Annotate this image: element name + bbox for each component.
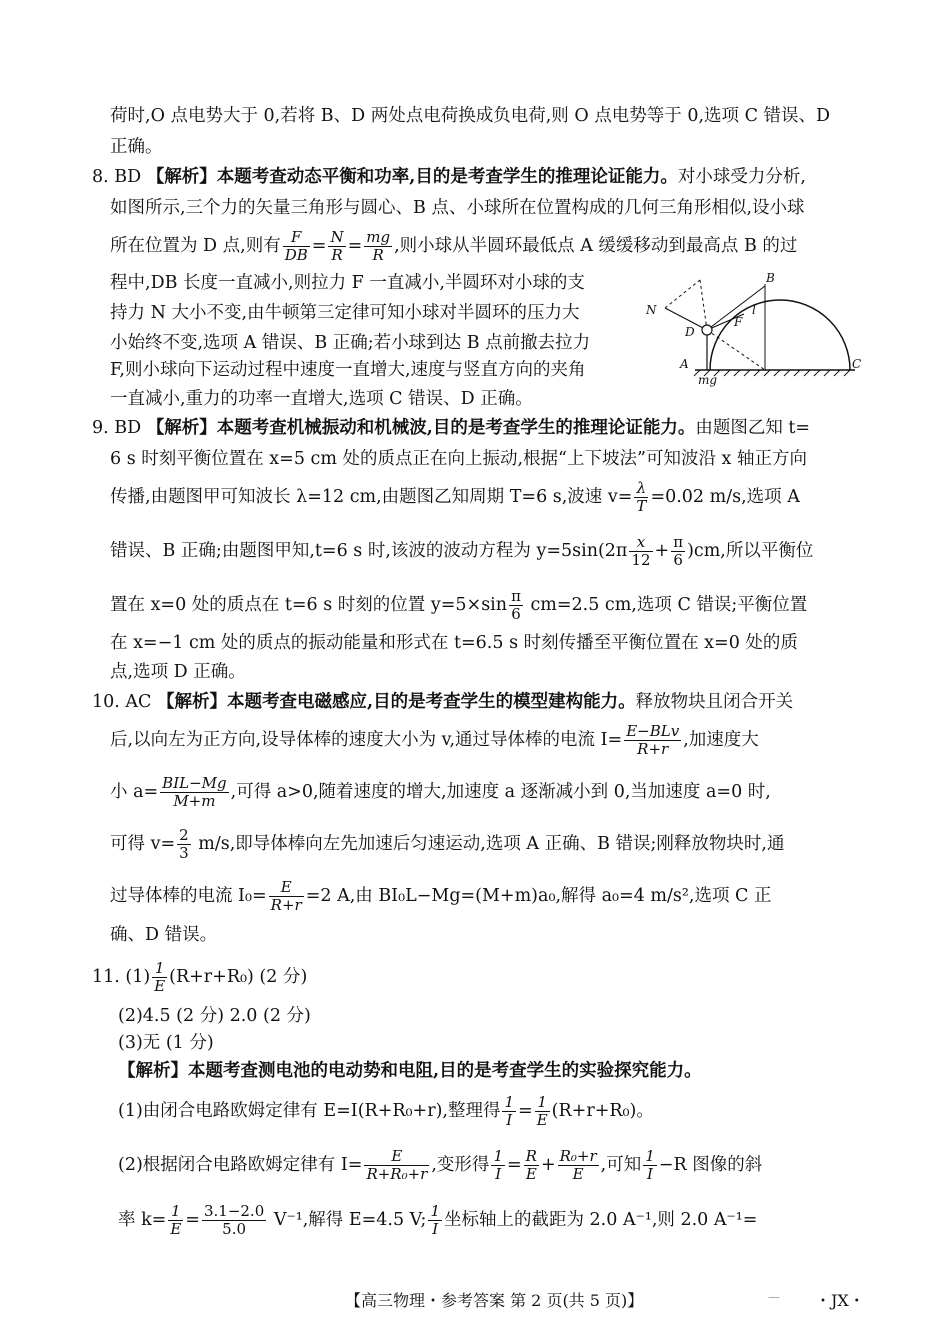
label-n: N <box>646 303 657 317</box>
label-a: A <box>680 357 689 371</box>
frac-i0: $\frac{E}{R+r}$ <box>270 878 302 914</box>
frac-1-e: $\frac{1}{E}$ <box>154 959 166 995</box>
label-d: D <box>685 325 695 339</box>
text-line: (3)无 (1 分) <box>118 1033 214 1053</box>
frac-current-2: $\frac{E}{\text{R+R₀+r}}$ <box>366 1147 428 1183</box>
text-line: 在 x=−1 cm 处的质点的振动能量和形式在 t=6.5 s 时刻传播至平衡位置在 x=0 处的质 <box>110 633 798 653</box>
q10-formula-line <box>110 718 862 762</box>
frac-accel: $\frac{\text{BIL−Mg}}{M+m}$ <box>162 774 227 810</box>
label-b: B <box>766 271 775 285</box>
q9-formula-line: 错误、B 正确;由题图甲知,t=6 s 时,该波的波动方程为 y=5sin(2π $\frac{x}{12}$ + $\frac{\pi}{6}$ )cm,所以平衡位 <box>110 533 814 569</box>
q8-formula-line: 所在位置为 D 点,则有 $\frac{F}{DB}$ = $\frac{N}{R}$ = $\frac{mg}{R}$ ,则小球从半圆环最低点 A 缓缓移动到最高点 B 的过 <box>110 228 798 264</box>
text-seg: 坐标轴上的截距为 2.0 A⁻¹,则 2.0 A⁻¹= <box>443 1210 758 1230</box>
text-line: 小始终不变,选项 A 错误、B 正确;若小球到达 B 点前撤去拉力 <box>110 333 591 353</box>
q10-analysis-head: 【解析】本题考查电磁感应,目的是考查学生的模型建构能力。 <box>157 692 636 712</box>
text-seg: =2 A,由 BI₀L−Mg=(M+m)a₀,解得 a₀=4 m/s²,选项 C 正 <box>305 886 772 906</box>
frac-1-e: $\frac{1}{E}$ <box>536 1093 548 1129</box>
text-line: F,则小球向下运动过程中速度一直增大,速度与竖直方向的夹角 <box>110 360 586 380</box>
text-seg: (1)由闭合电路欧姆定律有 E=I(R+R₀+r),整理得 <box>118 1101 501 1121</box>
text-seg: ,变形得 <box>431 1155 490 1175</box>
text-seg: 传播,由题图甲可知波长 λ=12 cm,由题图乙知周期 T=6 s,波速 v= <box>110 487 633 507</box>
q8-number: 8. BD <box>92 167 142 187</box>
q10-formula-line <box>110 874 862 918</box>
frac-x-12: $\frac{x}{12}$ <box>631 533 651 569</box>
frac-f-db: $\frac{F}{DB}$ <box>284 228 308 264</box>
text-line: 持力 N 大小不变,由牛顿第三定律可知小球对半圆环的压力大 <box>110 303 580 323</box>
q9-analysis-head: 【解析】本题考查机械振动和机械波,目的是考查学生的推理论证能力。 <box>146 418 696 438</box>
text-seg: m/s,即导体棒向左先加速后匀速运动,选项 A 正确、B 错误;刚释放物块时,通 <box>192 834 785 854</box>
text-seg: 后,以向左为正方向,设导体棒的速度大小为 v,通过导体棒的电流 I= <box>110 730 623 750</box>
q9-formula-line <box>110 584 862 626</box>
text-line: 6 s 时刻平衡位置在 x=5 cm 处的质点正在向上振动,根据“上下坡法”可知波沿 x 轴正方向 <box>110 449 807 469</box>
q11-answer-1 <box>92 956 862 998</box>
frac-r0r-e: $\frac{\text{R₀+r}}{E}$ <box>559 1147 597 1183</box>
text-seg: 过导体棒的电流 I₀= <box>110 886 267 906</box>
q10-number: 10. AC <box>92 692 152 712</box>
frac-1-i: $\frac{1}{I}$ <box>504 1093 515 1129</box>
footer-mark: — <box>768 1290 780 1304</box>
frac-r-e: $\frac{R}{E}$ <box>525 1147 537 1183</box>
text-line: 荷时,O 点电势大于 0,若将 B、D 两处点电荷换成负电荷,则 O 点电势等于 0,选项 C 错误、D <box>110 106 831 126</box>
text-seg: 所在位置为 D 点,则有 <box>110 236 281 256</box>
frac-1-i: $\frac{1}{I}$ <box>645 1147 655 1183</box>
text-seg: ,则小球从半圆环最低点 A 缓缓移动到最高点 B 的过 <box>394 236 798 256</box>
text-line: 程中,DB 长度一直减小,则拉力 F 一直减小,半圆环对小球的支 <box>110 273 585 293</box>
q11-formula-line: 率 k= $\frac{1}{E}$ = $\frac{3.1-2.0}{5.0}$ V⁻¹,解得 E=4.5 V; $\frac{1}{I}$ 坐标轴上的截距为 2.0 A⁻¹,则 2.0 A⁻¹= <box>118 1202 758 1238</box>
text-line: 一直减小,重力的功率一直增大,选项 C 错误、D 正确。 <box>110 389 533 409</box>
label-mg: mg <box>698 373 718 387</box>
text-line: 确、D 错误。 <box>110 925 218 945</box>
text-seg: (R+r+R₀) (2 分) <box>169 967 308 987</box>
q10-header <box>92 689 862 715</box>
text-seg: cm=2.5 cm,选项 C 错误;平衡位置 <box>524 595 808 615</box>
text-seg: ,可得 a>0,随着速度的增大,加速度 a 逐渐减小到 0,当加速度 a=0 时, <box>230 782 771 802</box>
frac-pi-6: $\frac{\pi}{6}$ <box>511 587 521 623</box>
text-seg: (R+r+R₀)。 <box>551 1101 654 1121</box>
label-c: C <box>852 357 862 371</box>
label-l: l <box>752 303 756 317</box>
q11-formula-line: (1)由闭合电路欧姆定律有 E=I(R+R₀+r),整理得 $\frac{1}{I}$ = $\frac{1}{E}$ (R+r+R₀)。 <box>118 1093 654 1129</box>
text-seg: (2)根据闭合电路欧姆定律有 I= <box>118 1155 363 1175</box>
text-seg: =0.02 m/s,选项 A <box>650 487 800 507</box>
frac-v: $\frac{2}{3}$ <box>179 826 189 862</box>
q8-analysis-tail: 对小球受力分析, <box>677 167 806 187</box>
frac-current: $\frac{\text{E−BLv}}{R+r}$ <box>626 722 680 758</box>
text-seg: ,可知 <box>600 1155 642 1175</box>
q8-analysis-head: 【解析】本题考查动态平衡和功率,目的是考查学生的推理论证能力。 <box>146 167 678 187</box>
q8-header <box>92 164 862 190</box>
q9-analysis-tail: 由题图乙知 t= <box>695 418 811 438</box>
q11-analysis-head: 【解析】本题考查测电池的电动势和电阻,目的是考查学生的实验探究能力。 <box>118 1061 702 1081</box>
frac-mg-r: $\frac{mg}{R}$ <box>366 228 391 264</box>
text-seg: 率 k= <box>118 1210 167 1230</box>
text-seg: V⁻¹,解得 E=4.5 V; <box>268 1210 427 1230</box>
text-seg: −R 图像的斜 <box>658 1155 763 1175</box>
semicircle-force-diagram <box>640 268 870 400</box>
text-seg: 置在 x=0 处的质点在 t=6 s 时刻的位置 y=5×sin <box>110 595 508 615</box>
label-f: F <box>734 315 743 329</box>
q9-header <box>92 415 862 441</box>
frac-n-r: $\frac{N}{R}$ <box>330 228 344 264</box>
q9-formula-line <box>110 477 862 517</box>
text-line: (2)4.5 (2 分) 2.0 (2 分) <box>118 1006 311 1026</box>
text-line: 正确。 <box>110 137 163 157</box>
text-seg: 小 a= <box>110 782 159 802</box>
frac-lambda-t: $\frac{\lambda}{T}$ <box>636 479 647 515</box>
q10-formula-line <box>110 822 862 866</box>
footer-code: ・JX・ <box>815 1291 865 1310</box>
frac-1-i: $\frac{1}{I}$ <box>493 1147 503 1183</box>
frac-slope: $\frac{3.1-2.0}{5.0}$ <box>203 1202 265 1238</box>
q11-formula-line: (2)根据闭合电路欧姆定律有 I= $\frac{E}{\text{R+R₀+r}}$ ,变形得 $\frac{1}{I}$ = $\frac{R}{E}$ + $\frac{\text{R₀+r}}{E}$ ,可知 $\frac{1}{I}$ −R 图像的斜 <box>118 1147 763 1183</box>
text-seg: )cm,所以平衡位 <box>687 541 814 561</box>
text-seg: ,加速度大 <box>683 730 759 750</box>
text-seg: 错误、B 正确;由题图甲知,t=6 s 时,该波的波动方程为 y=5sin(2π <box>110 541 628 561</box>
footer-title: 【高三物理・参考答案 第 2 页(共 5 页)】 <box>345 1291 644 1310</box>
q11-number: 11. (1) <box>92 967 151 987</box>
q9-number: 9. BD <box>92 418 142 438</box>
frac-k: $\frac{1}{E}$ <box>170 1202 182 1238</box>
text-line: 点,选项 D 正确。 <box>110 662 246 682</box>
frac-pi-6: $\frac{\pi}{6}$ <box>673 533 684 569</box>
text-line: 如图所示,三个力的矢量三角形与圆心、B 点、小球所在位置构成的几何三角形相似,设小球 <box>110 198 805 218</box>
q10-formula-line <box>110 770 862 814</box>
q10-analysis-tail: 释放物块且闭合开关 <box>635 692 794 712</box>
frac-1-i: $\frac{1}{I}$ <box>430 1202 440 1238</box>
text-seg: 可得 v= <box>110 834 176 854</box>
